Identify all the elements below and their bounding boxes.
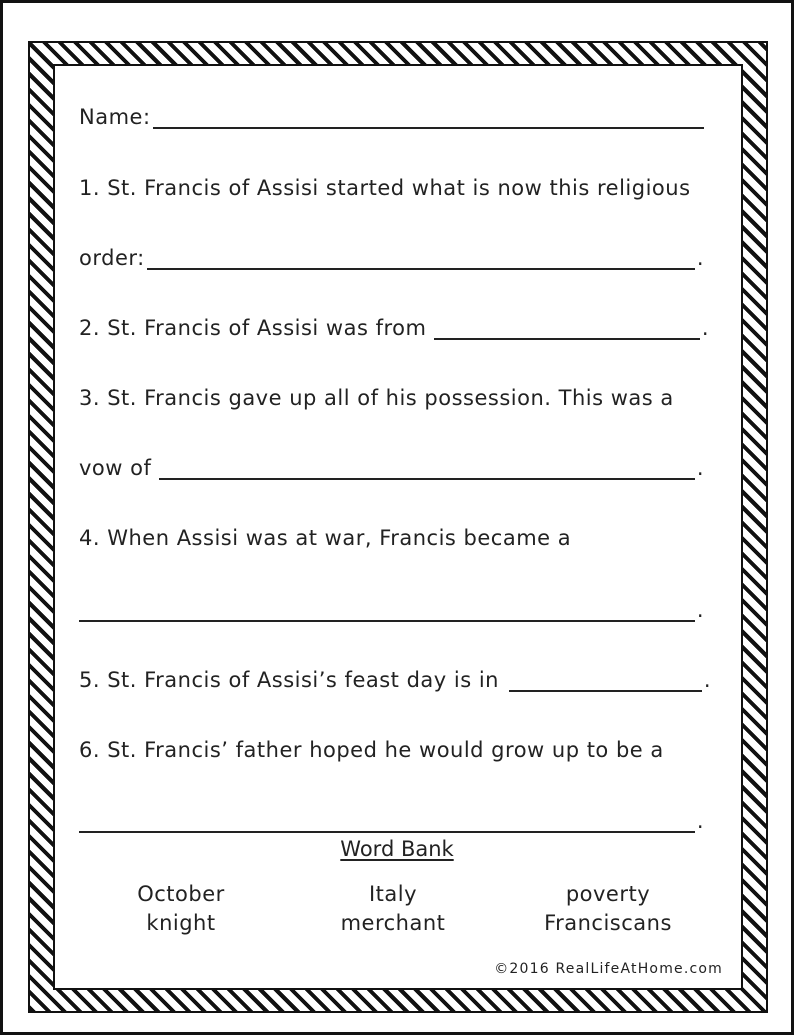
word-bank-title: [3, 837, 791, 861]
question-6-answer-blank[interactable]: [79, 809, 695, 833]
name-blank[interactable]: [153, 105, 704, 129]
question-4-answer-blank[interactable]: [79, 598, 695, 622]
question-1-answer-blank[interactable]: [147, 246, 695, 270]
question-4-line-1: [79, 520, 713, 550]
name-line: [79, 99, 704, 129]
question-4-text: 4. When Assisi was at war, Francis became a: [79, 526, 572, 550]
question-2-text: 2. St. Francis of Assisi was from: [79, 316, 427, 340]
question-5-answer-blank[interactable]: [509, 668, 702, 692]
question-2-answer-blank[interactable]: [434, 316, 699, 340]
period: .: [696, 598, 704, 622]
period: .: [701, 316, 709, 340]
question-1-line-2: [79, 240, 704, 270]
question-1-line-1: [79, 170, 713, 200]
question-1-text: 1. St. Francis of Assisi started what is now this religious: [79, 176, 691, 200]
period: .: [696, 809, 704, 833]
copyright-text: ©2016 RealLifeAtHome.com: [494, 961, 723, 977]
question-1-text-continued: order:: [79, 246, 145, 270]
question-5-text: 5. St. Francis of Assisi’s feast day is in: [79, 668, 499, 692]
question-3-line-1: [79, 380, 713, 410]
question-5-line: [79, 662, 711, 692]
question-6-line-2: [79, 803, 704, 833]
question-6-text: 6. St. Francis’ father hoped he would grow up to be a: [79, 738, 664, 762]
question-6-line-1: [79, 732, 713, 762]
word-bank-column-3: [508, 880, 708, 938]
question-4-line-2: [79, 592, 704, 622]
word-bank-title-text: Word Bank: [340, 837, 454, 861]
word-bank-item: Italy: [368, 882, 418, 906]
period: .: [696, 246, 704, 270]
period: .: [696, 456, 704, 480]
question-3-text: 3. St. Francis gave up all of his possession. This was a: [79, 386, 674, 410]
word-bank-item: October: [137, 882, 225, 906]
word-bank-item: Franciscans: [544, 911, 672, 935]
word-bank-item: merchant: [340, 911, 446, 935]
question-3-answer-blank[interactable]: [159, 456, 694, 480]
word-bank-column-2: [293, 880, 493, 938]
word-bank-column-1: [81, 880, 281, 938]
name-label: Name:: [79, 105, 151, 129]
question-3-text-continued: vow of: [79, 456, 152, 480]
question-3-line-2: [79, 450, 704, 480]
word-bank-item: poverty: [565, 882, 651, 906]
period: .: [703, 668, 711, 692]
question-2-line: [79, 310, 709, 340]
word-bank-item: knight: [146, 911, 216, 935]
